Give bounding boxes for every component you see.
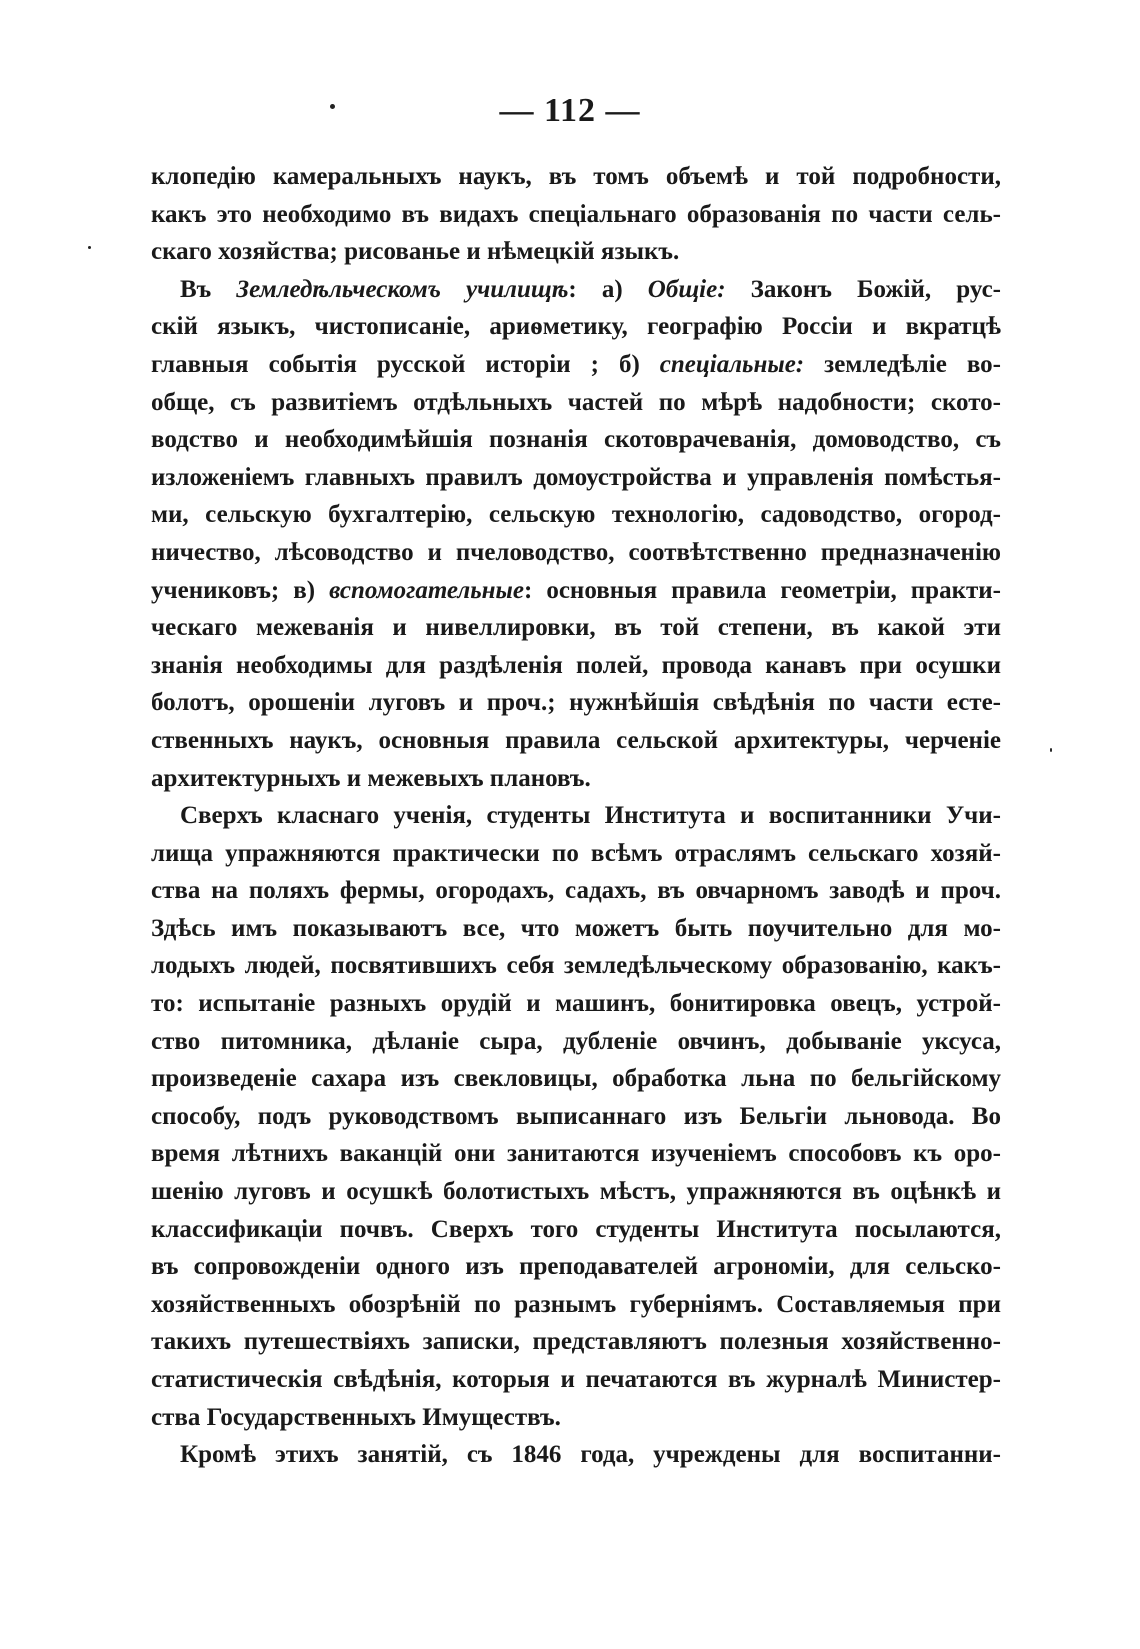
text-line: клопедію камеральныхъ наукъ, въ томъ объемѣ и той подробности, [151,163,1001,190]
text-run: земледѣліе во- [804,350,1001,378]
italic-term: Общіе: [647,275,726,303]
text-line: ничество, лѣсоводство и пчеловодство, соотвѣтственно предназначенію [151,538,1001,566]
text-line: классификаціи почвъ. Сверхъ того студенты Института посылаются, [151,1215,1001,1243]
text-run: Законъ Божій, рус- [725,275,1001,303]
text-line: лодыхъ людей, посвятившихъ себя земледѣльческому образованію, какъ- [151,952,1001,980]
text-line: въ сопровожденіи одного изъ преподавателей агрономіи, для сельско- [151,1253,1001,1281]
text-line: изложеніемъ главныхъ правилъ домоустройства и управленія помѣстья- [151,463,1001,491]
ink-speck [88,246,91,249]
text-line: Сверхъ класнаго ученія, студенты Института и воспитанники Учи- [180,802,1001,830]
text-run: : а) [568,275,648,303]
text-run: главныя событія русской исторіи ; б) [151,350,660,378]
italic-term: спеціальные: [659,350,805,378]
text-line: архитектурныхъ и межевыхъ плановъ. [151,764,591,792]
text-line: такихъ путешествіяхъ записки, представляютъ полезныя хозяйственно- [151,1328,1001,1356]
text-line: болотъ, орошеніи луговъ и проч.; нужнѣйшія свѣдѣнія по части есте- [151,689,1001,717]
text-line: ство питомника, дѣланіе сыра, дубленіе овчинъ, добываніе уксуса, [151,1027,1001,1055]
text-line: скаго хозяйства; рисованье и нѣмецкій языкъ. [151,238,680,266]
text-line: ства Государственныхъ Имуществъ. [151,1403,561,1431]
italic-term: вспомогательные [329,576,524,604]
text-line: ческаго межеванія и нивеллировки, въ той степени, въ какой эти [151,614,1001,642]
ink-speck [1050,748,1052,752]
text-line: статистическія свѣдѣнія, которыя и печатаются въ журналѣ Министер- [151,1366,1001,1393]
text-line: лища упражняются практически по всѣмъ отраслямъ сельскаго хозяй- [151,839,1001,867]
text-run: учениковъ; в) [151,576,330,604]
text-line: какъ это необходимо въ видахъ спеціальнаго образованія по части сель- [151,200,1001,228]
text-run: Въ [180,275,237,303]
text-line: хозяйственныхъ обозрѣній по разнымъ губерніямъ. Составляемыя при [151,1290,1001,1318]
text-line: ственныхъ наукъ, основныя правила сельской архитектуры, черченіе [151,726,1001,754]
text-line: скій языкъ, чистописаніе, ариѳметику, географію Россіи и вкратцѣ [151,313,1001,341]
text-line [151,271,1001,309]
text-line [151,346,1001,384]
text-line: ми, сельскую бухгалтерію, сельскую технологію, садоводство, огород- [151,501,1001,529]
italic-term: Земледѣльческомъ училищѣ [236,275,569,303]
text-line: водство и необходимѣйшія познанія скотоврачеванія, домоводство, съ [151,426,1001,454]
text-line [151,572,1001,610]
text-line: шенію луговъ и осушкѣ болотистыхъ мѣстъ, упражняются въ оцѣнкѣ и [151,1178,1001,1206]
text-line: способу, подъ руководствомъ выписаннаго изъ Бельгіи льновода. Во [151,1102,1001,1130]
text-line: обще, съ развитіемъ отдѣльныхъ частей по мѣрѣ надобности; ското- [151,388,1001,416]
text-line: время лѣтнихъ ваканцій они занитаются изученіемъ способовъ къ оро- [151,1140,1001,1168]
text-line: то: испытаніе разныхъ орудій и машинъ, бонитировка овецъ, устрой- [151,990,1001,1018]
text-line: Здѣсь имъ показываютъ все, что можетъ быть поучительно для мо- [151,914,1001,942]
text-line: произведеніе сахара изъ свекловицы, обработка льна по бельгійскому [151,1065,1001,1093]
text-line: Кромѣ этихъ занятій, съ 1846 года, учреждены для воспитанни- [180,1441,1001,1469]
page-number: — 112 — [499,92,641,129]
text-line: ства на поляхъ фермы, огородахъ, садахъ, въ овчарномъ заводѣ и проч. [151,877,1001,905]
body-text [151,158,1001,1474]
text-run: : основныя правила геометріи, практи- [524,576,1001,604]
text-line: знанія необходимы для раздѣленія полей, провода канавъ при осушки [151,651,1001,679]
